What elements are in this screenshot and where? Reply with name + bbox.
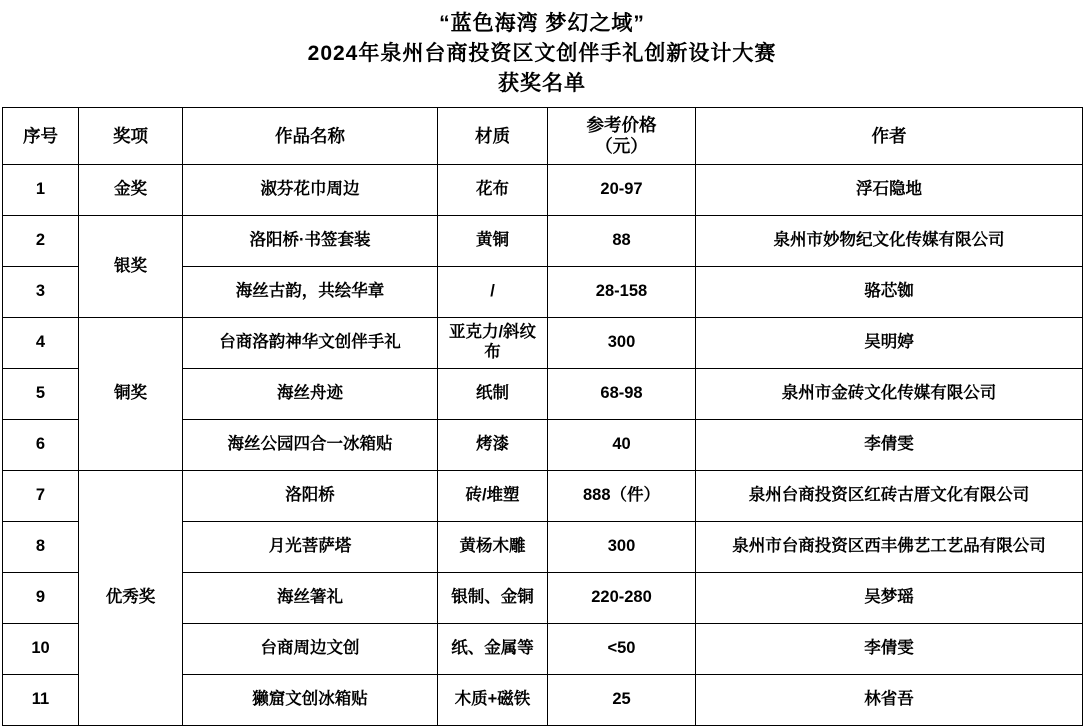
table-header-row — [3, 108, 1083, 165]
column-header-price-line1: 参考价格 — [586, 115, 657, 135]
cell-no: 4 — [3, 318, 79, 369]
cell-award: 铜奖 — [79, 318, 183, 471]
cell-author: 吴梦瑶 — [696, 573, 1083, 624]
table-row — [3, 216, 1083, 267]
cell-material: 黄杨木雕 — [438, 522, 548, 573]
table-body — [3, 165, 1083, 726]
cell-no: 8 — [3, 522, 79, 573]
cell-work: 台商周边文创 — [183, 624, 438, 675]
cell-work: 海丝公园四合一冰箱贴 — [183, 420, 438, 471]
cell-no: 6 — [3, 420, 79, 471]
cell-material: 砖/堆塑 — [438, 471, 548, 522]
cell-author: 浮石隐地 — [696, 165, 1083, 216]
cell-work: 海丝箸礼 — [183, 573, 438, 624]
cell-price: 300 — [548, 318, 696, 369]
cell-material: 亚克力/斜纹布 — [438, 318, 548, 369]
cell-work: 洛阳桥 — [183, 471, 438, 522]
cell-material: 纸、金属等 — [438, 624, 548, 675]
cell-material: 烤漆 — [438, 420, 548, 471]
cell-material: 黄铜 — [438, 216, 548, 267]
cell-author: 吴明婷 — [696, 318, 1083, 369]
document-title — [0, 0, 1084, 99]
cell-material: 木质+磁铁 — [438, 675, 548, 726]
cell-author: 泉州市妙物纪文化传媒有限公司 — [696, 216, 1083, 267]
award-list-table — [2, 107, 1083, 726]
cell-price: 40 — [548, 420, 696, 471]
cell-price: 888（件） — [548, 471, 696, 522]
column-header-no: 序号 — [3, 108, 79, 165]
cell-material: 纸制 — [438, 369, 548, 420]
cell-material: 花布 — [438, 165, 548, 216]
column-header-price-line2: （元） — [595, 136, 648, 156]
cell-no: 2 — [3, 216, 79, 267]
cell-author: 泉州台商投资区红砖古厝文化有限公司 — [696, 471, 1083, 522]
cell-work: 獭窟文创冰箱贴 — [183, 675, 438, 726]
cell-material: 银制、金铜 — [438, 573, 548, 624]
cell-author: 泉州市台商投资区西丰佛艺工艺品有限公司 — [696, 522, 1083, 573]
cell-no: 10 — [3, 624, 79, 675]
column-header-material: 材质 — [438, 108, 548, 165]
cell-price: 20-97 — [548, 165, 696, 216]
table-row — [3, 471, 1083, 522]
cell-award: 优秀奖 — [79, 471, 183, 726]
cell-no: 11 — [3, 675, 79, 726]
cell-author: 骆芯铷 — [696, 267, 1083, 318]
cell-author: 李倩雯 — [696, 420, 1083, 471]
cell-work: 淑芬花巾周边 — [183, 165, 438, 216]
title-line-1: “蓝色海湾 梦幻之域” — [439, 12, 645, 35]
cell-no: 3 — [3, 267, 79, 318]
cell-work: 台商洛韵神华文创伴手礼 — [183, 318, 438, 369]
cell-author: 李倩雯 — [696, 624, 1083, 675]
cell-price: 220-280 — [548, 573, 696, 624]
cell-author: 泉州市金砖文化传媒有限公司 — [696, 369, 1083, 420]
cell-award: 银奖 — [79, 216, 183, 318]
cell-work: 洛阳桥·书签套装 — [183, 216, 438, 267]
cell-work: 海丝舟迹 — [183, 369, 438, 420]
column-header-author: 作者 — [696, 108, 1083, 165]
cell-award: 金奖 — [79, 165, 183, 216]
column-header-price — [548, 108, 696, 165]
cell-no: 5 — [3, 369, 79, 420]
title-line-3: 获奖名单 — [498, 72, 586, 95]
cell-price: 88 — [548, 216, 696, 267]
cell-material: / — [438, 267, 548, 318]
column-header-work: 作品名称 — [183, 108, 438, 165]
cell-price: 300 — [548, 522, 696, 573]
table-row — [3, 165, 1083, 216]
cell-price: <50 — [548, 624, 696, 675]
cell-price: 28-158 — [548, 267, 696, 318]
title-line-2: 2024年泉州台商投资区文创伴手礼创新设计大赛 — [307, 42, 777, 65]
cell-work: 月光菩萨塔 — [183, 522, 438, 573]
cell-work: 海丝古韵，共绘华章 — [183, 267, 438, 318]
cell-no: 9 — [3, 573, 79, 624]
column-header-award: 奖项 — [79, 108, 183, 165]
cell-price: 68-98 — [548, 369, 696, 420]
cell-author: 林省吾 — [696, 675, 1083, 726]
table-row — [3, 318, 1083, 369]
cell-price: 25 — [548, 675, 696, 726]
cell-no: 7 — [3, 471, 79, 522]
cell-no: 1 — [3, 165, 79, 216]
